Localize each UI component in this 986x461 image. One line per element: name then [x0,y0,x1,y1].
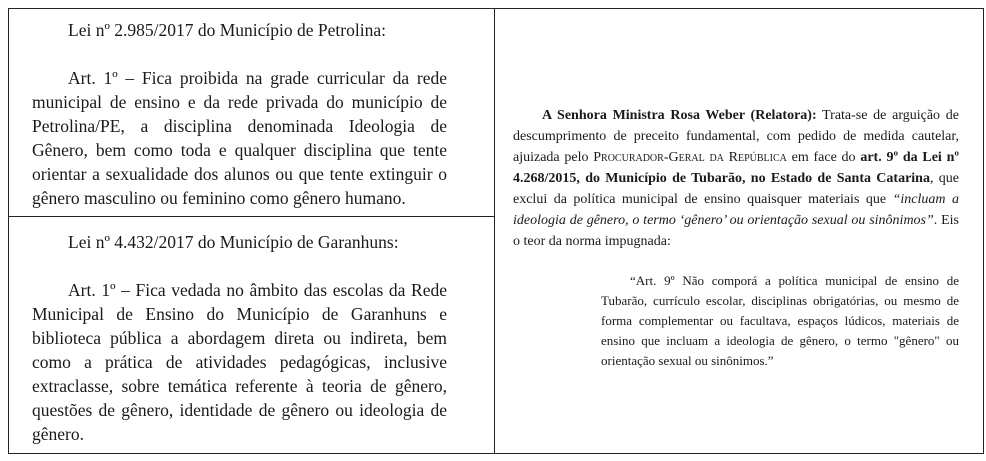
petrolina-law-cell [32,18,447,210]
authority-name: Procurador-Geral da República [593,150,787,165]
petrolina-law-title: Lei nº 2.985/2017 do Município de Petrolina: [68,20,386,40]
garanhuns-law-cell [32,230,447,446]
garanhuns-law-title: Lei nº 4.432/2017 do Município de Garanhuns: [68,232,399,252]
report-cell [513,105,959,371]
garanhuns-article-1: Art. 1º – Fica vedada no âmbito das escolas da Rede Municipal de Ensino do Município de Garanhuns e biblioteca pública a abordagem direta ou indireta, bem como a prática de atividades pedagógicas, inclusive extraclasse, sobre temática referente à teoria de gênero, questões de gênero, identidade de gênero ou ideologia de gênero. [32,280,447,444]
report-paragraph [513,105,959,252]
report-closing: . Eis o teor da norma impugnada: [513,213,959,249]
column-divider [494,8,495,454]
report-intro: Trata-se de arguição de descumprimento de preceito fundamental, com pedido de medida cautelar, ajuizada pelo [513,108,959,165]
report-excludes: , que exclui da política municipal de ensino quaisquer materiais que [513,171,959,207]
norm-quote: “Art. 9º Não comporá a política municipal de ensino de Tubarão, currículo escolar, disciplinas obrigatórias, ou mesmo de forma complementar ou facultava, espaços lúdicos, materiais de ensino que incluam a ideologia de gênero, o termo "gênero" ou orientação sexual ou sinônimos.” [601,273,959,368]
petrolina-article-1: Art. 1º – Fica proibida na grade curricular da rede municipal de ensino e da rede privada do município de Petrolina/PE, a disciplina denominada Ideologia de Gênero, bem como toda e qualquer disciplina que tente orientar a sexualidade dos alunos ou que tente extinguir o gênero masculino ou feminino como gênero humano. [32,68,447,208]
excluded-terms-quote: “incluam a ideologia de gênero, o termo ‘gênero’ ou orientação sexual ou sinônimos” [513,192,959,228]
report-in-face: em face do [786,150,861,165]
law-reference: art. 9º da Lei nº 4.268/2015, do Município de Tubarão, no Estado de Santa Catarina [513,150,959,186]
speaker-name: A Senhora Ministra Rosa Weber (Relatora): [542,108,817,123]
row-divider [8,216,494,217]
